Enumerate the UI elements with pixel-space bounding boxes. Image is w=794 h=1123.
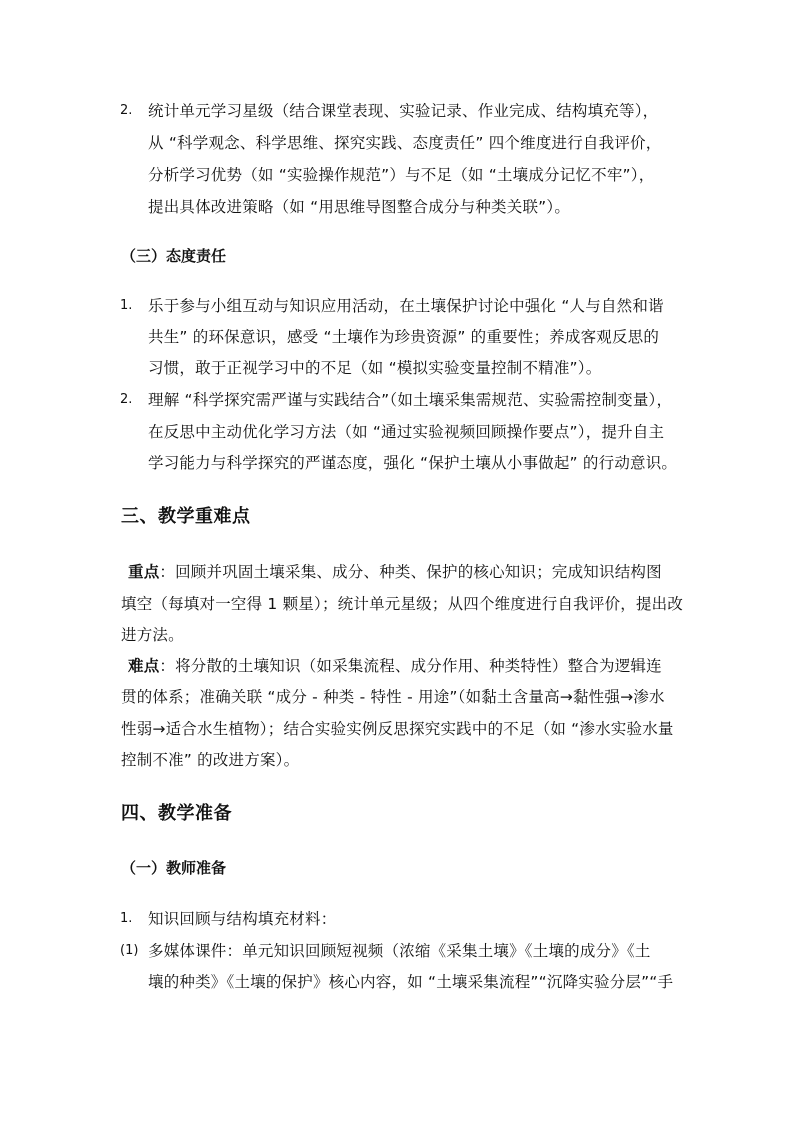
paragraph-line: 分析学习优势（如 “实验操作规范”）与不足（如 “土壤成分记忆不牢”）， <box>148 166 655 184</box>
paragraph-line: 壤的种类》《土壤的保护》核心内容，如 “土壤采集流程”“沉降实验分层”“手 <box>148 973 674 991</box>
paragraph-line: 共生” 的环保意识，感受 “土壤作为珍贵资源” 的重要性；养成客观反思的 <box>148 328 660 346</box>
key-point-text: ：回顾并巩固土壤采集、成分、种类、保护的核心知识；完成知识结构图 <box>159 563 662 581</box>
difficulty-text: ：将分散的土壤知识（如采集流程、成分作用、种类特性）整合为逻辑连 <box>159 657 662 675</box>
paragraph-line: 习惯，敢于正视学习中的不足（如 “模拟实验变量控制不精准”）。 <box>148 359 602 377</box>
paragraph-line: 在反思中主动优化学习方法（如 “通过实验视频回顾操作要点”），提升自主 <box>148 423 665 441</box>
paragraph-line: 贯的体系；准确关联 “成分 - 种类 - 特性 - 用途”（如黏土含量高→黏性强→渗水 <box>121 688 665 706</box>
list-number: 2. <box>120 392 133 407</box>
key-point-line <box>128 562 662 582</box>
paragraph-line: 知识回顾与结构填充材料： <box>148 910 337 928</box>
paragraph-line: 提出具体改进策略（如 “用思维导图整合成分与种类关联”）。 <box>148 198 571 216</box>
list-number: 1. <box>120 298 133 313</box>
subsection-heading: （三）态度责任 <box>121 247 227 265</box>
paragraph-line: 控制不准” 的改进方案）。 <box>121 751 300 769</box>
paragraph-line: 统计单元学习星级（结合课堂表现、实验记录、作业完成、结构填充等）， <box>148 102 659 120</box>
paragraph-line: 填空（每填对一空得 1 颗星）；统计单元星级；从四个维度进行自我评价，提出改 <box>121 595 684 613</box>
list-number: 1. <box>120 911 133 926</box>
section-heading: 四、教学准备 <box>121 803 232 824</box>
paragraph-line: 乐于参与小组互动与知识应用活动，在土壤保护讨论中强化 “人与自然和谐 <box>148 297 664 315</box>
paragraph-line: 从 “科学观念、科学思维、探究实践、态度责任” 四个维度进行自我评价， <box>148 134 662 152</box>
paragraph-line: 理解 “科学探究需严谨与实践结合”（如土壤采集需规范、实验需控制变量）， <box>148 391 673 409</box>
list-number: 2. <box>120 103 133 118</box>
paragraph-line: 进方法。 <box>121 626 184 644</box>
paragraph-line: 学习能力与科学探究的严谨态度，强化 “保护土壤从小事做起” 的行动意识。 <box>148 454 678 472</box>
subsection-heading: （一）教师准备 <box>121 859 227 877</box>
section-heading: 三、教学重难点 <box>121 506 251 527</box>
difficulty-line <box>128 656 662 676</box>
difficulty-label: 难点 <box>128 657 160 675</box>
key-point-label: 重点 <box>128 563 160 581</box>
paragraph-line: 性弱→适合水生植物）；结合实验实例反思探究实践中的不足（如 “渗水实验水量 <box>121 720 674 738</box>
list-number: (1) <box>120 943 139 958</box>
paragraph-line: 多媒体课件：单元知识回顾短视频（浓缩《采集土壤》《土壤的成分》《土 <box>148 942 651 960</box>
